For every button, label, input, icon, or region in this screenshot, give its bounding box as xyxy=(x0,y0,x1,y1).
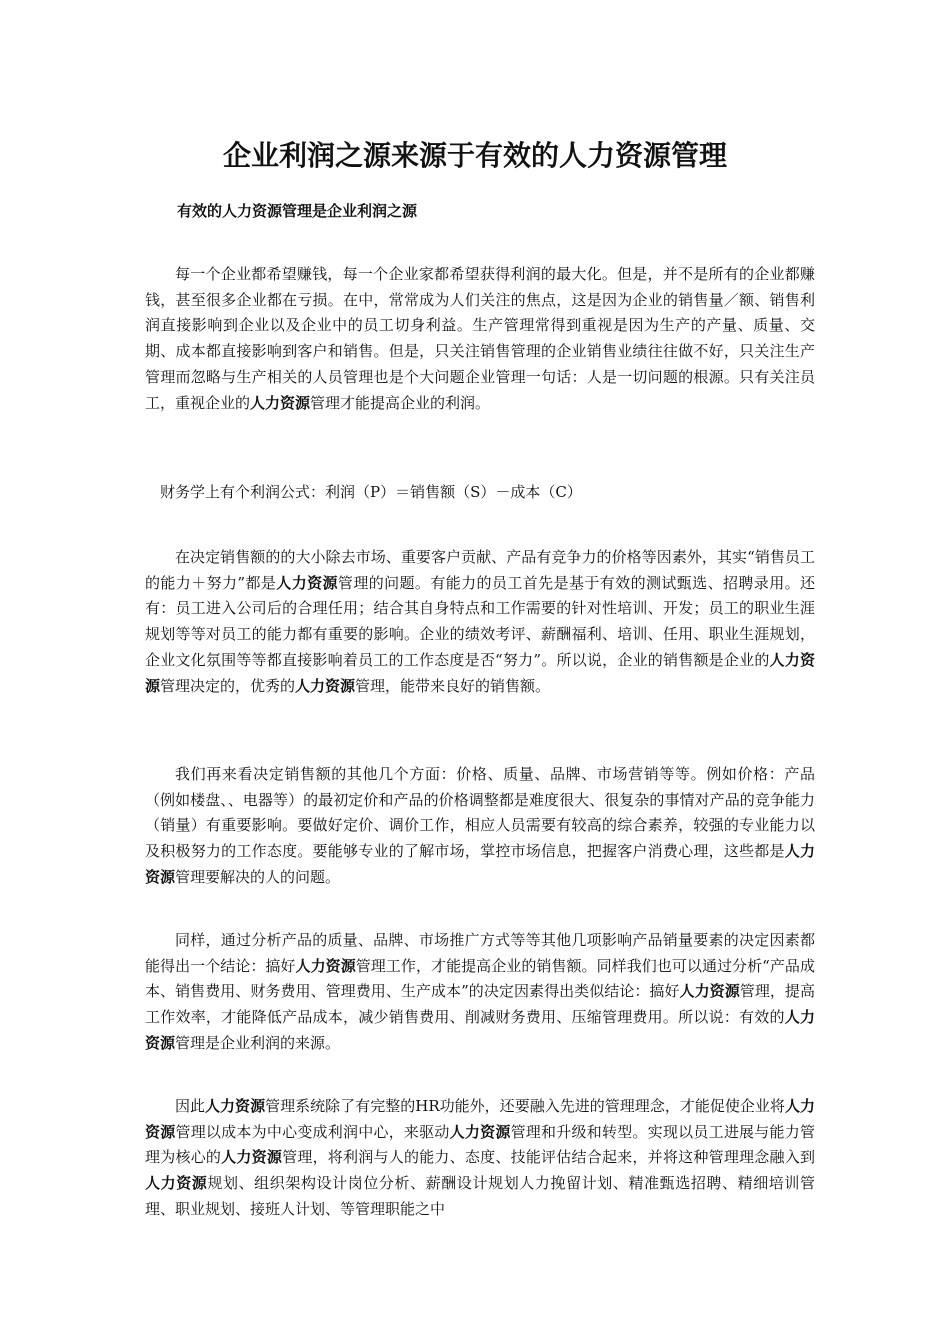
keyword-hr: 人力资源 xyxy=(449,1122,511,1141)
keyword-hr: 人力资源 xyxy=(221,1148,283,1167)
text-run: 管理是企业利润的来源。 xyxy=(175,1033,341,1052)
text-run: 每一个企业都希望赚钱，每一个企业家都希望获得利润的最大化。但是，并不是所有的企业都赚钱，甚至很多企业都在亏损。在中，常常成为人们关注的焦点，这是因为企业的销售量／额、销售利润直接影响到企业以及企业中的员工切身利益。生产管理常得到重视是因为生产的产量、质量、交期、成本都直接影响到客户和销售。但是，只关注销售管理的企业销售业绩往往做不好，只关注生产管理而忽略与生产相关的人员管理也是个大问题企业管理一句话：人是一切问题的根源。只有关注员工，重视企业的 xyxy=(145,265,815,412)
text-run: 管理，能带来良好的销售额。 xyxy=(355,676,551,695)
keyword-hr: 人力资源 xyxy=(145,1097,815,1141)
text-run: 管理和升级和转型。实现以员工进展与能力管理为核心的 xyxy=(145,1122,815,1167)
document-title: 企业利润之源来源于有效的人力资源管理 xyxy=(222,139,727,172)
text-run: 管理才能提高企业的利润。 xyxy=(310,393,491,412)
text-run: 管理决定的，优秀的 xyxy=(160,676,296,695)
keyword-hr: 人力资源 xyxy=(145,650,815,695)
keyword-hr: 人力资源 xyxy=(250,393,311,412)
text-run: 管理要解决的人的问题。 xyxy=(175,867,341,886)
keyword-hr: 人力资源 xyxy=(145,1008,815,1052)
document-subtitle: 有效的人力资源管理是企业利润之源 xyxy=(177,202,418,220)
text-run: 因此 xyxy=(175,1097,206,1115)
keyword-hr: 人力资源 xyxy=(205,1097,266,1115)
text-run: 管理，提高工作效率，才能降低产品成本，减少销售费用、削减财务费用、压缩管理费用。所以说：有效的 xyxy=(145,982,815,1027)
paragraph-pricing xyxy=(145,762,815,891)
keyword-hr: 人力资源 xyxy=(276,573,338,592)
paragraph-hr-system xyxy=(145,1094,815,1223)
text-run: 管理，将利润与人的能力、态度、技能评估结合起来，并将这种管理理念融入到 xyxy=(282,1148,815,1167)
text-run: 规划、组织架构设计岗位分析、薪酬设计规划人力挽留计划、精准甄选招聘、精细培训管理、职业规划、接班人计划、等管理职能之中 xyxy=(145,1174,815,1218)
keyword-hr: 人力资源 xyxy=(295,956,356,975)
text-run: 管理的问题。有能力的员工首先是基于有效的测试甄选、招聘录用。还有：员工进入公司后的合理任用；结合其自身特点和工作需要的针对性培训、开发；员工的职业生涯规划等等对员工的能力都有重要的影响。企业的绩效考评、薪酬福利、培训、任用、职业生涯规划，企业文化氛围等等都直接影响着员工的工作态度是否“努力”。所以说，企业的销售额是企业的 xyxy=(145,573,815,669)
text-run: 管理以成本为中心变成利润中心，来驱动 xyxy=(175,1122,450,1141)
text-run: 同样，通过分析产品的质量、品牌、市场推广方式等等其他几项影响产品销量要素的决定因素都能得出一个结论：搞好 xyxy=(145,931,815,975)
paragraph-intro xyxy=(145,262,815,416)
profit-formula: 财务学上有个利润公式：利润（P）＝销售额（S）－成本（C） xyxy=(160,483,582,501)
text-run: 管理工作，才能提高企业的销售额。同样我们也可以通过分析“产品成本、销售费用、财务费用、管理费用、生产成本”的决定因素得出类似结论：搞好 xyxy=(145,956,815,1001)
keyword-hr: 人力资源 xyxy=(145,1174,208,1193)
keyword-hr: 人力资源 xyxy=(295,676,356,695)
keyword-hr: 人力资源 xyxy=(145,842,815,886)
text-run: 我们再来看决定销售额的其他几个方面：价格、质量、品牌、市场营销等等。例如价格：产品（例如楼盘、、电器等）的最初定价和产品的价格调整都是难度很大、很复杂的事情对产品的竞争能力（销量）有重要影响。要做好定价、调价工作，相应人员需要有较高的综合素养，较强的专业能力以及积极努力的工作态度。要能够专业的了解市场，掌控市场信息，把握客户消费心理，这些都是 xyxy=(145,765,815,861)
paragraph-sales-factors xyxy=(145,545,815,699)
text-run: 管理系统除了有完整的HR功能外，还要融入先进的管理理念，才能促使企业将 xyxy=(265,1097,785,1115)
keyword-hr: 人力资源 xyxy=(679,982,740,1001)
paragraph-conclusion xyxy=(145,928,815,1057)
text-run: 在决定销售额的的大小除去市场、重要客户贡献、产品有竞争力的价格等因素外，其实“销售员工的能力＋努力”都是 xyxy=(145,548,815,592)
